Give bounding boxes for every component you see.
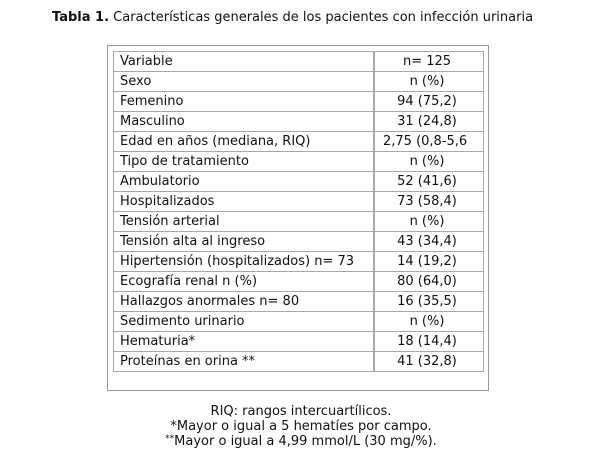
footnote-hematuria: *Mayor o igual a 5 hematíes por campo. [170,419,432,434]
row-label: Sedimento urinario [113,311,374,331]
row-label: Variable [113,51,374,71]
table-row [113,351,484,372]
footnote-riq: RIQ: rangos intercuartílicos. [210,404,392,419]
row-label: Hematuria* [113,331,374,351]
row-label: Edad en años (mediana, RIQ) [113,131,374,151]
row-value: 31 (24,8) [374,111,484,131]
row-value: 73 (58,4) [374,191,484,211]
row-label: Hallazgos anormales n= 80 [113,291,374,311]
table-row [113,311,484,331]
table-caption [52,10,533,25]
row-label: Femenino [113,91,374,111]
row-label: Tipo de tratamiento [113,151,374,171]
row-value: n (%) [374,311,484,331]
row-value: 16 (35,5) [374,291,484,311]
row-value: 80 (64,0) [374,271,484,291]
table-row [113,211,484,231]
table-row [113,251,484,271]
row-label: Hipertensión (hospitalizados) n= 73 [113,251,374,271]
row-value: 52 (41,6) [374,171,484,191]
row-label: Tensión arterial [113,211,374,231]
table-row [113,91,484,111]
row-label: Hospitalizados [113,191,374,211]
row-value: 94 (75,2) [374,91,484,111]
footnote-mark: ** [165,434,175,444]
table-frame [107,45,489,391]
caption-label: Tabla 1. [52,10,110,25]
row-label: Masculino [113,111,374,131]
row-label: Tensión alta al ingreso [113,231,374,251]
row-label: Ecografía renal n (%) [113,271,374,291]
row-value: n (%) [374,71,484,91]
table-row [113,291,484,311]
row-label: Sexo [113,71,374,91]
table-row [113,191,484,211]
footnote-proteinas-text: Mayor o igual a 4,99 mmol/L (30 mg/%). [174,434,437,449]
table-row [113,151,484,171]
table-row [113,111,484,131]
row-value: 18 (14,4) [374,331,484,351]
table-row [113,131,484,151]
table-row [113,271,484,291]
row-value: 2,75 (0,8-5,6 [374,131,484,151]
table-row [113,331,484,351]
table-row [113,71,484,91]
characteristics-table [113,51,484,372]
table-row [113,171,484,191]
table-footnotes [0,404,602,449]
table-row [113,51,484,71]
row-value: n (%) [374,151,484,171]
row-label: Ambulatorio [113,171,374,191]
row-label: Proteínas en orina ** [113,351,374,372]
row-value: 14 (19,2) [374,251,484,271]
row-value: 43 (34,4) [374,231,484,251]
footnote-proteinas [0,434,602,449]
table-row [113,231,484,251]
row-value: n= 125 [374,51,484,71]
row-value: n (%) [374,211,484,231]
row-value: 41 (32,8) [374,351,484,372]
caption-text: Características generales de los pacientes con infección urinaria [109,10,534,25]
